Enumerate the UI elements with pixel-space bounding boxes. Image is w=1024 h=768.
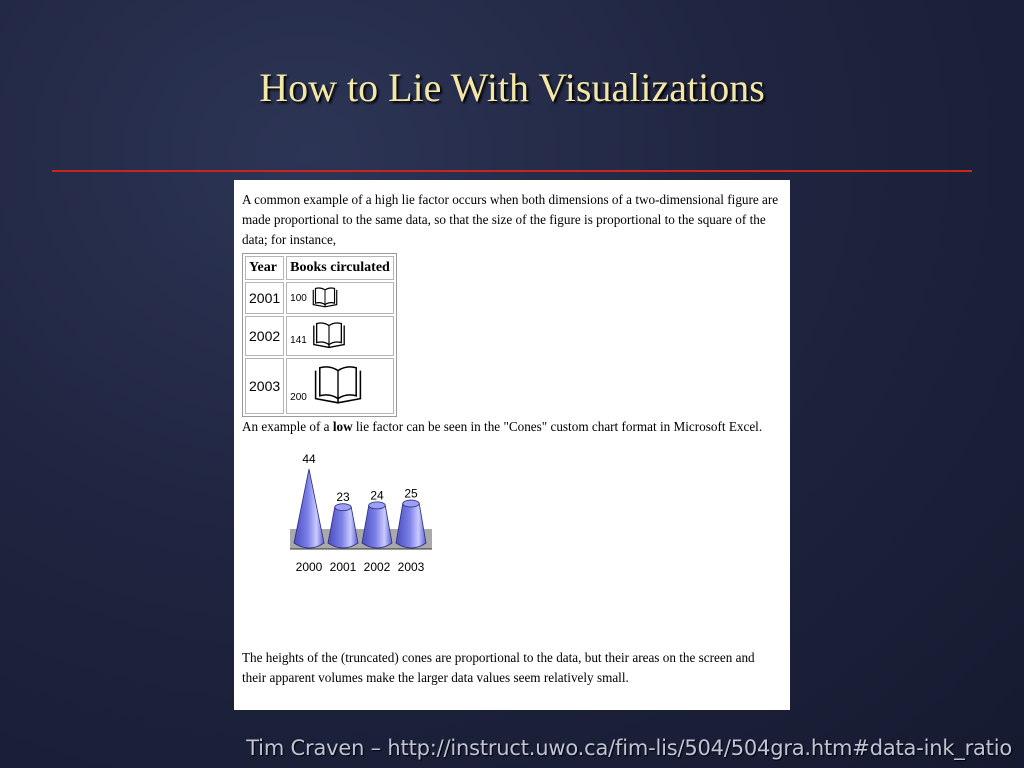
cone-bar <box>294 469 324 548</box>
cone-category-label: 2003 <box>397 560 425 574</box>
books-table <box>242 253 397 417</box>
cone-chart <box>284 452 434 574</box>
content-panel <box>234 180 790 710</box>
header-year: Year <box>245 256 284 280</box>
slide-title: How to Lie With Visualizations <box>259 65 765 110</box>
intro-paragraph: A common example of a high lie factor occurs when both dimensions of a two-dimensional figure are made proportional to the same data, so that the size of the figure is proportional to the square of the data; for instance, <box>242 192 779 247</box>
cone-category-label: 2000 <box>295 560 323 574</box>
books-cell <box>286 282 394 314</box>
year-cell: 2001 <box>245 282 284 314</box>
cone-value-label: 44 <box>302 452 316 466</box>
table-header-row <box>245 256 394 280</box>
books-value: 200 <box>290 392 307 403</box>
low-suffix: lie factor can be seen in the "Cones" custom chart format in Microsoft Excel. <box>352 419 763 434</box>
cone-category-label: 2001 <box>329 560 357 574</box>
books-value: 141 <box>290 335 307 346</box>
cone-bar <box>328 504 358 548</box>
cone-value-label: 24 <box>370 488 384 503</box>
title-divider <box>52 170 972 172</box>
year-cell: 2003 <box>245 358 284 414</box>
low-bold: low <box>332 419 353 434</box>
book-icon <box>310 364 366 408</box>
books-cell <box>286 316 394 356</box>
table-row <box>245 358 394 414</box>
cone-bar <box>362 502 392 548</box>
low-prefix: An example of a <box>242 419 333 434</box>
low-lie-paragraph <box>242 417 782 437</box>
table-row <box>245 282 394 314</box>
cone-category-label: 2002 <box>363 560 391 574</box>
source-credit: Tim Craven – http://instruct.uwo.ca/fim-lis/504/504gra.htm#data-ink_ratio <box>246 736 1012 760</box>
header-books: Books circulated <box>286 256 394 280</box>
cone-value-label: 23 <box>336 490 350 505</box>
books-cell <box>286 358 394 414</box>
books-value: 100 <box>290 293 307 304</box>
cone-value-label: 25 <box>404 486 418 501</box>
cone-bar <box>396 500 426 548</box>
year-cell: 2002 <box>245 316 284 356</box>
table-row <box>245 316 394 356</box>
conclusion-paragraph: The heights of the (truncated) cones are proportional to the data, but their areas on the screen and their apparent volumes make the larger data values seem relatively small. <box>242 650 755 685</box>
book-icon <box>310 321 348 351</box>
book-icon <box>310 287 340 309</box>
